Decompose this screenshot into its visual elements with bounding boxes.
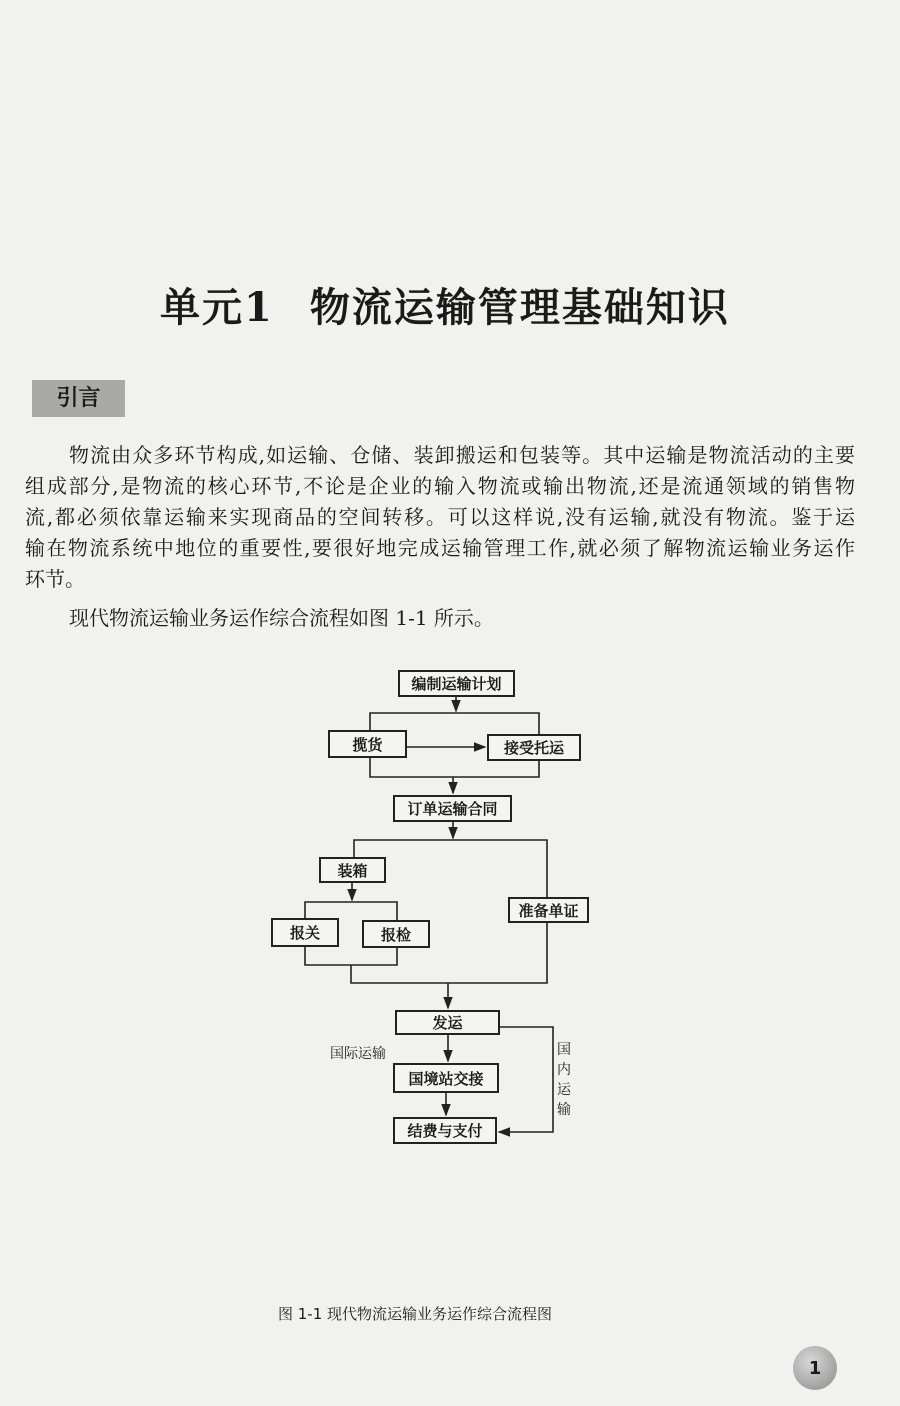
paragraph-line: 流,都必须依靠运输来实现商品的空间转移。可以这样说,没有运输,就没有物流。鉴于运 xyxy=(25,505,855,529)
paragraph-line: 物流由众多环节构成,如运输、仓储、装卸搬运和包装等。其中运输是物流活动的主要 xyxy=(69,443,855,467)
node-contract: 订单运输合同 xyxy=(393,795,512,822)
node-dispatch: 发运 xyxy=(395,1010,500,1035)
node-plan: 编制运输计划 xyxy=(398,670,515,697)
intro-label: 引言 xyxy=(32,380,125,417)
unit-name: 物流运输管理基础知识 xyxy=(309,284,730,331)
figure-intro: 现代物流运输业务运作综合流程如图 1-1 所示。 xyxy=(69,606,494,630)
node-documents: 准备单证 xyxy=(508,897,589,923)
figure-caption: 图 1-1 现代物流运输业务运作综合流程图 xyxy=(278,1305,553,1323)
node-canvass: 揽货 xyxy=(328,730,407,758)
unit-number: 单元1 xyxy=(160,284,274,331)
paragraph-line: 环节。 xyxy=(25,567,85,591)
label-domestic: 国内运输 xyxy=(557,1042,571,1118)
node-customs: 报关 xyxy=(271,918,339,947)
node-packing: 装箱 xyxy=(319,857,386,883)
node-settlement: 结费与支付 xyxy=(393,1117,497,1144)
paragraph-line: 输在物流系统中地位的重要性,要很好地完成运输管理工作,就必须了解物流运输业务运作 xyxy=(25,536,855,560)
label-international: 国际运输 xyxy=(330,1046,386,1062)
node-inspection: 报检 xyxy=(362,920,430,948)
node-border: 国境站交接 xyxy=(393,1063,499,1093)
paragraph-line: 组成部分,是物流的核心环节,不论是企业的输入物流或输出物流,还是流通领域的销售物 xyxy=(25,474,855,498)
page-number: 1 xyxy=(793,1346,837,1390)
node-accept: 接受托运 xyxy=(487,734,581,761)
